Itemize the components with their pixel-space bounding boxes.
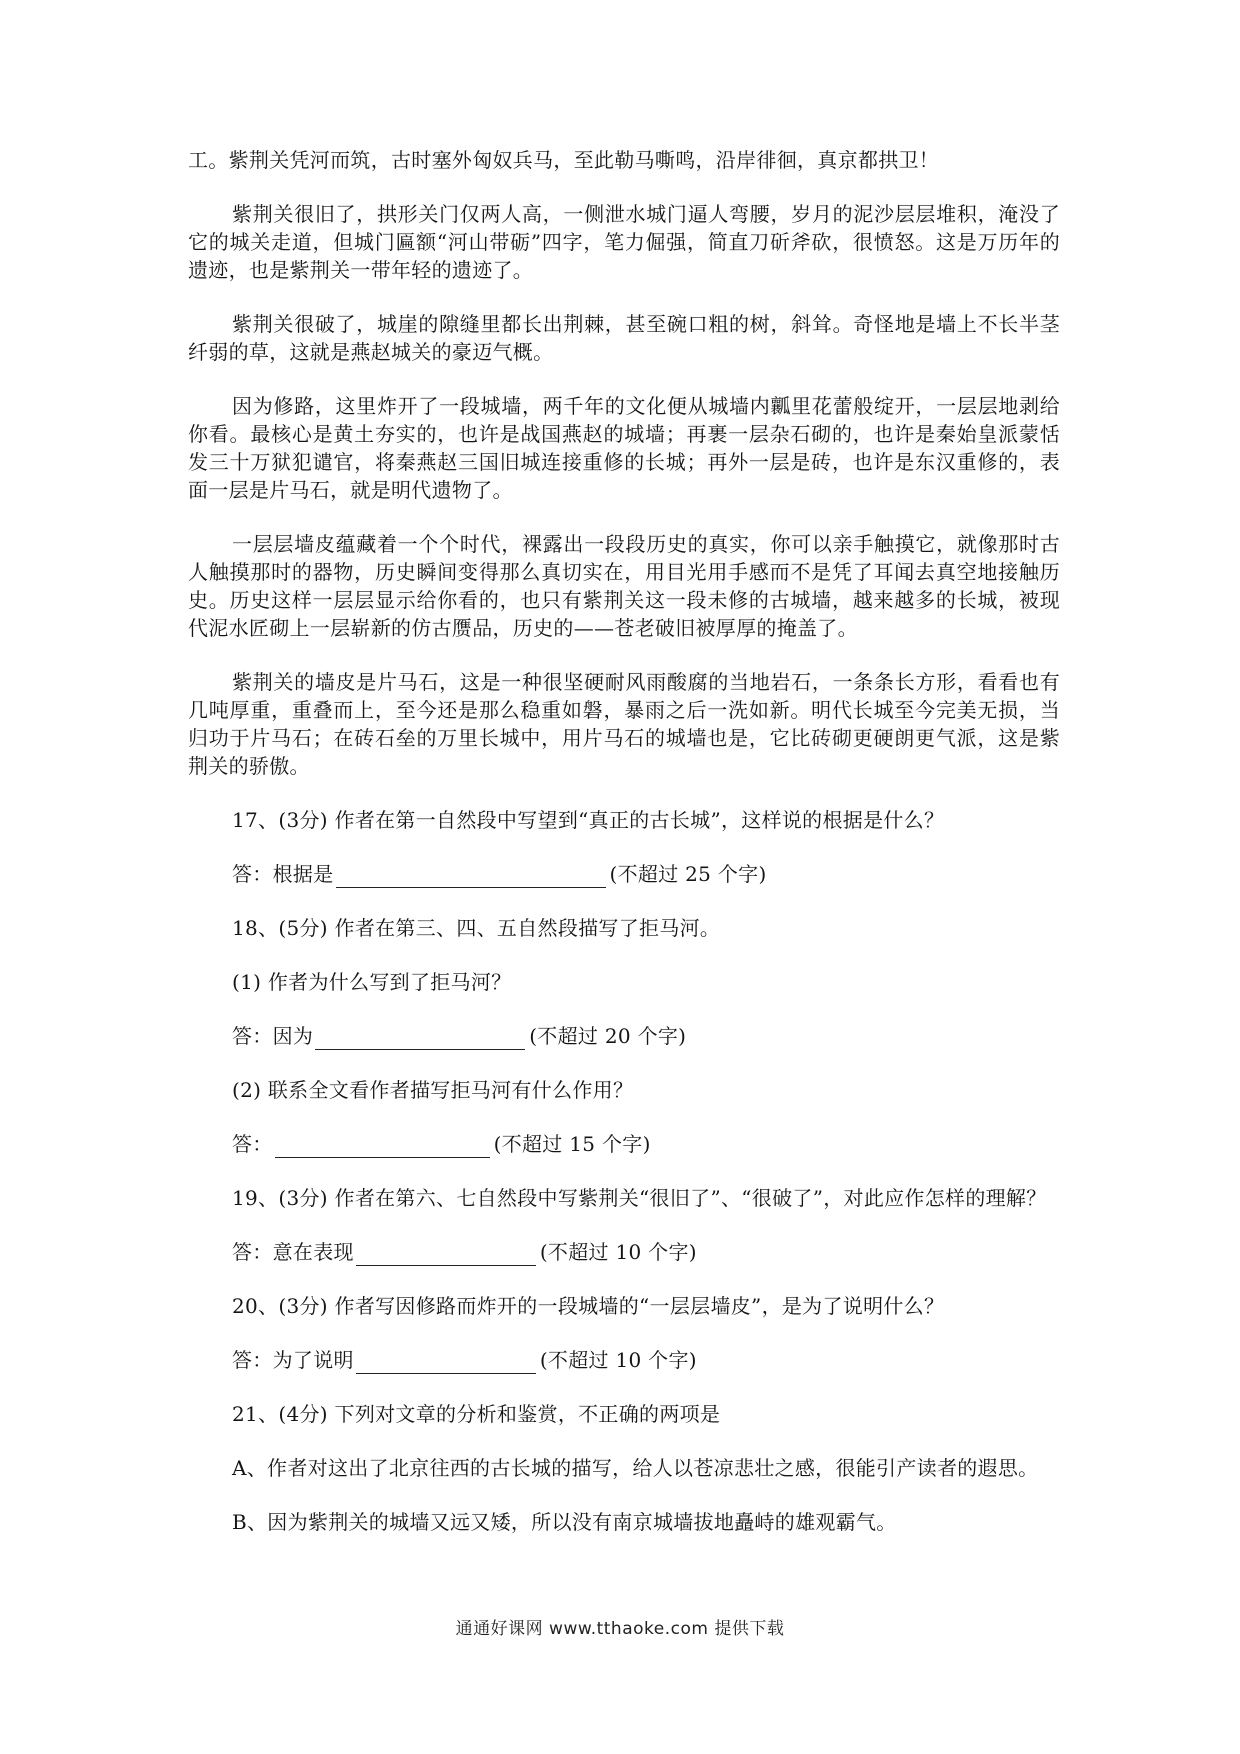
question-17: 17、(3分) 作者在第一自然段中写望到“真正的古长城”，这样说的根据是什么？ — [232, 808, 945, 832]
answer-20-blank[interactable] — [356, 1351, 536, 1374]
answer-18-1-prefix: 答：因为 — [232, 1024, 314, 1048]
passage-paragraph-2: 紫荆关很旧了，拱形关门仅两人高，一侧泄水城门逼人弯腰，岁月的泥沙层层堆积，淹没了它的城关走道，但城门匾额“河山带砺”四字，笔力倔强，简直刀斫斧砍，很愤怒。这是万历年的遗迹，也是紫荆关一带年轻的遗迹了。 — [188, 202, 1060, 282]
question-18-sub-1: (1) 作者为什么写到了拒马河？ — [232, 970, 512, 994]
answer-18-2-limit: (不超过 15 个字) — [493, 1132, 651, 1156]
answer-18-2-blank[interactable] — [275, 1135, 490, 1158]
passage-paragraph-1: 工。紫荆关凭河而筑，古时塞外匈奴兵马，至此勒马嘶鸣，沿岸徘徊，真京都拱卫！ — [188, 148, 940, 172]
answer-17-blank[interactable] — [336, 865, 606, 888]
passage-paragraph-6: 紫荆关的墙皮是片马石，这是一种很坚硬耐风雨酸腐的当地岩石，一条条长方形，看看也有几吨厚重，重叠而上，至今还是那么稳重如磐，暴雨之后一洗如新。明代长城至今完美无损，当归功于片马石；在砖石垒的万里长城中，用片马石的城墙也是，它比砖砌更硬朗更气派，这是紫荆关的骄傲。 — [188, 670, 1060, 778]
answer-20 — [188, 1346, 1060, 1374]
answer-19-prefix: 答：意在表现 — [232, 1240, 354, 1264]
answer-18-1 — [188, 1022, 1060, 1050]
question-19: 19、(3分) 作者在第六、七自然段中写紫荆关“很旧了”、“很破了”，对此应作怎样的理解？ — [232, 1186, 1047, 1210]
answer-19 — [188, 1238, 1060, 1266]
question-21-option-b: B、因为紫荆关的城墙又远又矮，所以没有南京城墙拔地矗峙的雄观霸气。 — [232, 1510, 897, 1534]
answer-20-limit: (不超过 10 个字) — [539, 1348, 697, 1372]
answer-19-limit: (不超过 10 个字) — [539, 1240, 697, 1264]
question-20: 20、(3分) 作者写因修路而炸开的一段城墙的“一层层墙皮”，是为了说明什么？ — [232, 1294, 945, 1318]
answer-18-1-limit: (不超过 20 个字) — [529, 1024, 687, 1048]
answer-17-prefix: 答：根据是 — [232, 862, 334, 886]
page-footer: 通通好课网 www.tthaoke.com 提供下载 — [455, 1619, 785, 1639]
answer-18-2 — [188, 1130, 1060, 1158]
answer-17 — [188, 860, 1060, 888]
answer-18-2-prefix: 答： — [232, 1132, 273, 1156]
page-content — [188, 146, 1060, 1562]
passage-paragraph-5: 一层层墙皮蕴藏着一个个时代，裸露出一段段历史的真实，你可以亲手触摸它，就像那时古人触摸那时的器物，历史瞬间变得那么真切实在，用目光用手感而不是凭了耳闻去真空地接触历史。历史这样一层层显示给你看的，也只有紫荆关这一段未修的古城墙，越来越多的长城，被现代泥水匠砌上一层崭新的仿古赝品，历史的——苍老破旧被厚厚的掩盖了。 — [188, 532, 1060, 640]
question-21-option-a: A、作者对这出了北京往西的古长城的描写，给人以苍凉悲壮之感，很能引产读者的遐思。 — [232, 1456, 1039, 1480]
question-21: 21、(4分) 下列对文章的分析和鉴赏，不正确的两项是 — [232, 1402, 721, 1426]
answer-17-limit: (不超过 25 个字) — [609, 862, 767, 886]
answer-19-blank[interactable] — [356, 1243, 536, 1266]
question-18-sub-2: (2) 联系全文看作者描写拒马河有什么作用？ — [232, 1078, 634, 1102]
question-18: 18、(5分) 作者在第三、四、五自然段描写了拒马河。 — [232, 916, 721, 940]
answer-20-prefix: 答：为了说明 — [232, 1348, 354, 1372]
passage-paragraph-4: 因为修路，这里炸开了一段城墙，两千年的文化便从城墙内瓤里花蕾般绽开，一层层地剥给你看。最核心是黄土夯实的，也许是战国燕赵的城墙；再裹一层杂石砌的，也许是秦始皇派蒙恬发三十万狱犯谴官，将秦燕赵三国旧城连接重修的长城；再外一层是砖，也许是东汉重修的，表面一层是片马石，就是明代遗物了。 — [188, 394, 1060, 502]
passage-paragraph-3: 紫荆关很破了，城崖的隙缝里都长出荆棘，甚至碗口粗的树，斜耸。奇怪地是墙上不长半茎纤弱的草，这就是燕赵城关的豪迈气概。 — [188, 312, 1060, 364]
answer-18-1-blank[interactable] — [315, 1027, 525, 1050]
